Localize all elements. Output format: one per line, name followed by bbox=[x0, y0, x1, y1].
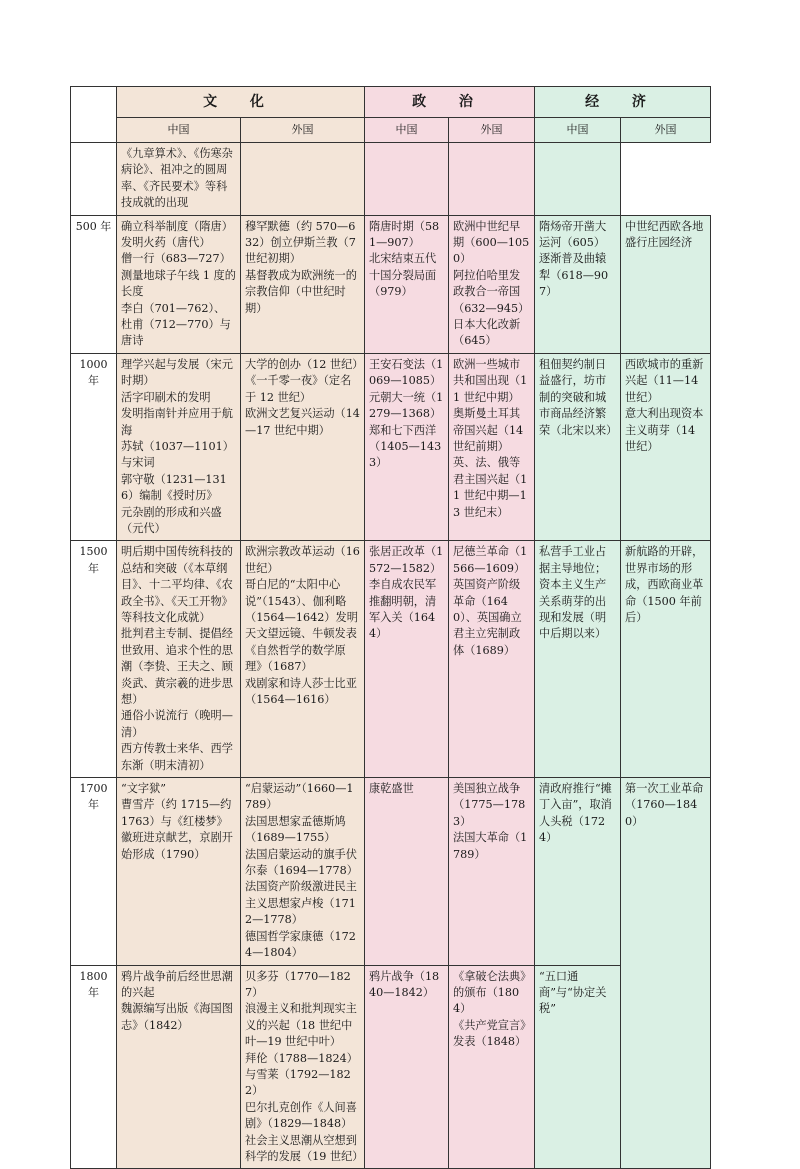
cell-entry: 《九章算术》、《伤寒杂病论》、祖冲之的圆周率、《齐民要术》等科技成就的出现 bbox=[121, 147, 233, 210]
politics-china-cell bbox=[365, 215, 449, 353]
cell-entry: 基督教成为欧洲统一的宗教信仰（中世纪时期） bbox=[245, 268, 357, 315]
economy-china-cell bbox=[535, 778, 621, 965]
culture-china-cell bbox=[117, 778, 241, 965]
cell-entry: 确立科举制度（隋唐） bbox=[121, 219, 233, 233]
cell-entry: 批判君主专制、提倡经世致用、追求个性的思潮（李贽、王夫之、顾炎武、黄宗羲的进步思想） bbox=[121, 627, 233, 706]
cell-entry: 僧一行（683—727）测量地球子午线 1 度的长度 bbox=[121, 252, 236, 299]
header-politics-foreign: 外国 bbox=[449, 118, 535, 143]
cell-entry: 元杂剧的形成和兴盛（元代） bbox=[121, 505, 222, 535]
year-cell: 1000 年 bbox=[71, 353, 117, 540]
cell-entry: 欧洲中世纪早期（600—1050） bbox=[453, 219, 530, 266]
year-cell: 1500 年 bbox=[71, 541, 117, 778]
cell-entry: 发明指南针并应用于航海 bbox=[121, 407, 233, 437]
year-cell: 500 年 bbox=[71, 215, 117, 353]
header-politics-china: 中国 bbox=[365, 118, 449, 143]
cell-entry: 巴尔扎克创作《人间喜剧》（1829—1848） bbox=[245, 1100, 357, 1131]
header-economy-foreign: 外国 bbox=[621, 118, 711, 143]
culture-foreign-cell bbox=[241, 541, 365, 778]
economy-china-cell bbox=[535, 541, 621, 778]
economy-foreign-cell bbox=[621, 541, 711, 778]
table-row bbox=[71, 353, 711, 540]
header-culture: 文 化 bbox=[117, 87, 365, 118]
table-row bbox=[71, 143, 711, 216]
cell-entry: 西方传教士来华、西学东渐（明末清初） bbox=[121, 742, 233, 772]
cell-entry: 欧洲一些城市共和国出现（11 世纪中期） bbox=[453, 357, 528, 404]
cell-entry: 英国资产阶级革命（1640）、英国确立君主立宪制政体（1689） bbox=[453, 578, 522, 657]
cell-entry: 法国资产阶级激进民主主义思想家卢梭（1712—1778） bbox=[245, 880, 357, 927]
culture-foreign-cell bbox=[241, 143, 365, 216]
cell-entry: 通俗小说流行（晚明—清） bbox=[121, 709, 233, 739]
politics-china-cell bbox=[365, 353, 449, 540]
cell-entry: 贝多芬（1770—1827） bbox=[245, 969, 351, 999]
cell-entry: 西欧城市的重新兴起（11—14 世纪） bbox=[625, 357, 704, 404]
cell-entry: 拜伦（1788—1824）与雪莱（1792—1822） bbox=[245, 1051, 358, 1098]
culture-foreign-cell bbox=[241, 353, 365, 540]
politics-foreign-cell bbox=[449, 965, 535, 1169]
header-group-row bbox=[71, 87, 711, 118]
header-culture-foreign: 外国 bbox=[241, 118, 365, 143]
cell-entry: 发明火药（唐代） bbox=[121, 236, 211, 250]
cell-entry: 《一千零一夜》（定名于 12 世纪） bbox=[245, 374, 352, 404]
cell-entry: 理学兴起与发展（宋元时期） bbox=[121, 357, 233, 388]
cell-entry: 活字印刷术的发明 bbox=[121, 390, 211, 404]
cell-entry: 意大利出现资本主义萌芽（14 世纪） bbox=[625, 407, 704, 453]
cell-entry: 法国思想家孟德斯鸠（1689—1755） bbox=[245, 814, 346, 845]
cell-entry: 徽班进京献艺，京剧开始形成（1790） bbox=[121, 831, 233, 861]
cell-entry: 欧洲宗教改革运动（16 世纪） bbox=[245, 545, 360, 575]
culture-china-cell bbox=[117, 143, 241, 216]
economy-china-cell bbox=[535, 353, 621, 540]
cell-entry: 清政府推行“摊丁入亩”，取消人头税（1724） bbox=[539, 782, 612, 845]
economy-china-cell bbox=[535, 215, 621, 353]
politics-china-cell bbox=[365, 541, 449, 778]
economy-china-cell bbox=[535, 143, 621, 216]
cell-entry: “启蒙运动”（1660—1789） bbox=[245, 782, 354, 812]
economy-foreign-cell bbox=[621, 778, 711, 1169]
cell-entry: 王安石变法（1069—1085） bbox=[369, 357, 444, 388]
economy-foreign-cell bbox=[621, 353, 711, 540]
politics-foreign-cell bbox=[449, 353, 535, 540]
cell-entry: 逐渐普及曲辕犁（618—907） bbox=[539, 252, 609, 299]
culture-foreign-cell bbox=[241, 215, 365, 353]
table-row bbox=[71, 778, 711, 965]
cell-entry: 日本大化改新（645） bbox=[453, 318, 521, 348]
cell-entry: 法国启蒙运动的旗手伏尔泰（1694—1778） bbox=[245, 847, 358, 878]
cell-entry: 魏源编写出版《海国图志》（1842） bbox=[121, 1002, 233, 1032]
cell-entry: 尼德兰革命（1566—1609） bbox=[453, 545, 528, 575]
cell-entry: 英、法、俄等君主国兴起（11 世纪中期—13 世纪末） bbox=[453, 456, 528, 519]
cell-entry: 奥斯曼土耳其帝国兴起（14 世纪前期） bbox=[453, 407, 524, 453]
header-economy-china: 中国 bbox=[535, 118, 621, 143]
table-row bbox=[71, 541, 711, 778]
history-chronology-table bbox=[70, 86, 711, 1169]
politics-foreign-cell bbox=[449, 541, 535, 778]
cell-entry: 隋炀帝开凿大运河（605） bbox=[539, 219, 607, 250]
cell-entry: 中世纪西欧各地盛行庄园经济 bbox=[625, 219, 704, 250]
politics-foreign-cell bbox=[449, 143, 535, 216]
politics-china-cell bbox=[365, 778, 449, 965]
cell-entry: 穆罕默德（约 570—632）创立伊斯兰教（7 世纪初期） bbox=[245, 219, 356, 266]
table-row bbox=[71, 965, 711, 1169]
header-economy: 经 济 bbox=[535, 87, 711, 118]
culture-china-cell bbox=[117, 215, 241, 353]
cell-entry: 郑和七下西洋（1405—1433） bbox=[369, 423, 442, 470]
economy-china-cell bbox=[535, 965, 621, 1169]
header-sub-row bbox=[71, 118, 711, 143]
politics-foreign-cell bbox=[449, 778, 535, 965]
year-cell: 1700 年 bbox=[71, 778, 117, 965]
table-row bbox=[71, 215, 711, 353]
cell-entry: 哥白尼的“太阳中心说”（1543）、伽利略（1564—1642）发明天文望远镜、牛顿发表《自然哲学的数学原理》（1687） bbox=[245, 578, 358, 674]
cell-entry: 鸦片战争（1840—1842） bbox=[369, 969, 440, 999]
header-culture-china: 中国 bbox=[117, 118, 241, 143]
culture-china-cell bbox=[117, 965, 241, 1169]
cell-entry: 苏轼（1037—1101）与宋词 bbox=[121, 439, 234, 470]
corner-cell bbox=[71, 87, 117, 143]
year-cell bbox=[71, 143, 117, 216]
cell-entry: 欧洲文艺复兴运动（14—17 世纪中期） bbox=[245, 407, 360, 437]
cell-entry: 浪漫主义和批判现实主义的兴起（18 世纪中叶—19 世纪中叶） bbox=[245, 1002, 357, 1049]
politics-foreign-cell bbox=[449, 215, 535, 353]
cell-entry: 戏剧家和诗人莎士比亚（1564—1616） bbox=[245, 676, 357, 706]
cell-entry: 《拿破仑法典》的颁布（1804） bbox=[453, 969, 526, 1016]
cell-entry: 隋唐时期（581—907） bbox=[369, 219, 440, 250]
politics-china-cell bbox=[365, 143, 449, 216]
cell-entry: 美国独立战争（1775—1783） bbox=[453, 782, 526, 828]
cell-entry: 曹雪芹（约 1715—约 1763）与《红楼梦》 bbox=[121, 798, 232, 828]
cell-entry: 张居正改革（1572—1582） bbox=[369, 545, 444, 575]
cell-entry: 法国大革命（1789） bbox=[453, 831, 528, 861]
cell-entry: 社会主义思潮从空想到科学的发展（19 世纪） bbox=[245, 1133, 364, 1163]
cell-entry: 《共产党宣言》发表（1848） bbox=[453, 1018, 527, 1049]
cell-entry: 鸦片战争前后经世思潮的兴起 bbox=[121, 969, 233, 999]
culture-china-cell bbox=[117, 353, 241, 540]
cell-entry: 元朝大一统（1279—1368） bbox=[369, 390, 444, 421]
cell-entry: “文字狱” bbox=[121, 782, 167, 796]
header-politics: 政 治 bbox=[365, 87, 535, 118]
culture-foreign-cell bbox=[241, 778, 365, 965]
cell-entry: 租佃契约制日益盛行，坊市制的突破和城市商品经济繁荣（北宋以来） bbox=[539, 357, 618, 437]
cell-entry: 德国哲学家康德（1724—1804） bbox=[245, 929, 356, 960]
cell-entry: 第一次工业革命（1760—1840） bbox=[625, 782, 704, 828]
cell-entry: “五口通商”与“协定关税” bbox=[539, 969, 607, 1016]
year-cell: 1800 年 bbox=[71, 965, 117, 1169]
cell-entry: 李白（701—762）、杜甫（712—770）与唐诗 bbox=[121, 301, 231, 348]
cell-entry: 阿拉伯哈里发政教合一帝国（632—945） bbox=[453, 268, 530, 315]
culture-foreign-cell bbox=[241, 965, 365, 1169]
cell-entry: 郭守敬（1231—1316）编制《授时历》 bbox=[121, 472, 227, 503]
culture-china-cell bbox=[117, 541, 241, 778]
economy-foreign-cell bbox=[621, 215, 711, 353]
cell-entry: 康乾盛世 bbox=[369, 782, 414, 796]
cell-entry: 新航路的开辟，世界市场的形成，西欧商业革命（1500 年前后） bbox=[625, 545, 704, 624]
cell-entry: 私营手工业占据主导地位；资本主义生产关系萌芽的出现和发展（明中后期以来） bbox=[539, 545, 607, 641]
politics-china-cell bbox=[365, 965, 449, 1169]
cell-entry: 明后期中国传统科技的总结和突破（《本草纲目》、十二平均律、《农政全书》、《天工开物》等科技文化成就） bbox=[121, 545, 233, 624]
cell-entry: 李自成农民军推翻明朝，清军入关（1644） bbox=[369, 578, 437, 641]
cell-entry: 大学的创办（12 世纪） bbox=[245, 357, 364, 371]
cell-entry: 北宋结束五代十国分裂局面（979） bbox=[369, 252, 437, 299]
